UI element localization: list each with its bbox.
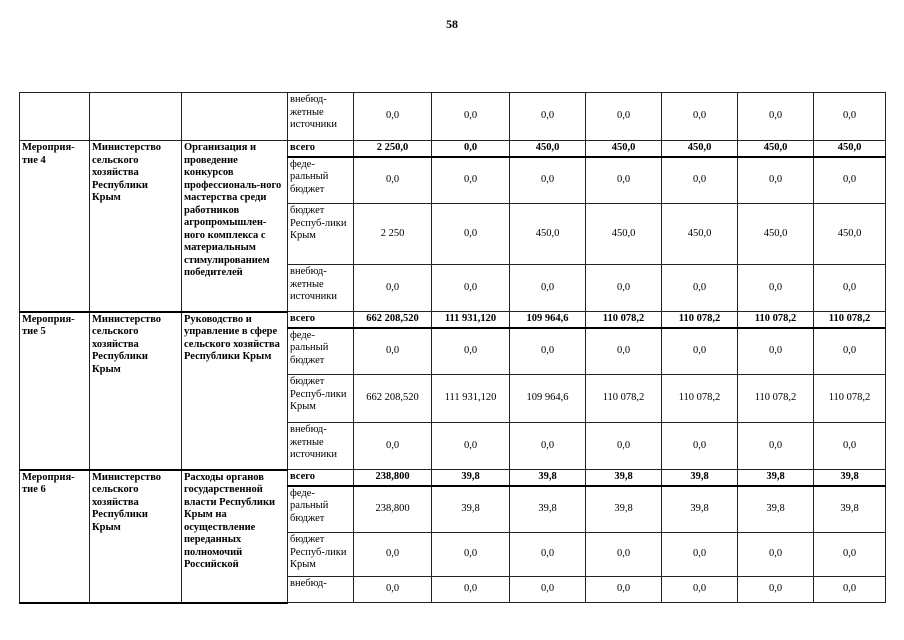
value-cell: 0,0 (432, 533, 510, 577)
value-cell: 0,0 (814, 157, 886, 204)
value-cell: 110 078,2 (662, 375, 738, 423)
value-cell: 39,8 (510, 470, 586, 486)
total-row (20, 470, 886, 486)
value-cell: 0,0 (814, 577, 886, 603)
value-cell: 39,8 (586, 486, 662, 533)
value-cell: 0,0 (662, 577, 738, 603)
measure-name-cell (20, 93, 90, 141)
value-cell: 39,8 (814, 486, 886, 533)
value-cell: 39,8 (432, 486, 510, 533)
value-cell: 0,0 (432, 423, 510, 470)
value-cell: 450,0 (510, 141, 586, 157)
value-cell: 0,0 (662, 533, 738, 577)
value-cell: 0,0 (510, 577, 586, 603)
value-cell: 0,0 (814, 423, 886, 470)
value-cell: 450,0 (662, 141, 738, 157)
value-cell: 0,0 (586, 533, 662, 577)
value-cell: 110 078,2 (586, 375, 662, 423)
value-cell: 0,0 (662, 157, 738, 204)
funding-source-cell: бюджет Респуб-лики Крым (288, 375, 354, 423)
value-cell: 450,0 (662, 204, 738, 265)
value-cell: 662 208,520 (354, 375, 432, 423)
value-cell: 0,0 (814, 328, 886, 375)
value-cell: 110 078,2 (738, 312, 814, 328)
funding-source-cell: феде-ральный бюджет (288, 328, 354, 375)
value-cell: 0,0 (814, 93, 886, 141)
value-cell: 0,0 (662, 328, 738, 375)
funding-source-cell: внебюд-жетные источники (288, 93, 354, 141)
value-cell: 0,0 (354, 265, 432, 312)
value-cell: 0,0 (432, 204, 510, 265)
executor-cell: Министерство сельского хозяйства Республики Крым (90, 470, 182, 603)
executor-cell: Министерство сельского хозяйства Республики Крым (90, 312, 182, 470)
value-cell: 0,0 (510, 328, 586, 375)
value-cell: 2 250 (354, 204, 432, 265)
description-cell: Организация и проведение конкурсов профессиональ-ного мастерства среди работников агропромышлен-ного комплекса с материальным стимулированием победителей (182, 141, 288, 312)
value-cell: 110 078,2 (814, 375, 886, 423)
value-cell: 0,0 (586, 577, 662, 603)
value-cell: 0,0 (354, 423, 432, 470)
funding-source-cell: феде-ральный бюджет (288, 157, 354, 204)
funding-source-cell: всего (288, 470, 354, 486)
value-cell: 450,0 (814, 141, 886, 157)
value-cell: 39,8 (738, 470, 814, 486)
funding-source-cell: внебюд-жетные источники (288, 265, 354, 312)
value-cell: 0,0 (738, 328, 814, 375)
value-cell: 450,0 (586, 141, 662, 157)
value-cell: 0,0 (662, 265, 738, 312)
value-cell: 0,0 (738, 265, 814, 312)
value-cell: 0,0 (432, 577, 510, 603)
total-row (20, 141, 886, 157)
value-cell: 0,0 (738, 577, 814, 603)
executor-cell (90, 93, 182, 141)
value-cell: 111 931,120 (432, 312, 510, 328)
value-cell: 0,0 (814, 533, 886, 577)
funding-source-cell: феде-ральный бюджет (288, 486, 354, 533)
value-cell: 0,0 (354, 533, 432, 577)
value-cell: 0,0 (354, 328, 432, 375)
value-cell: 0,0 (510, 157, 586, 204)
description-cell: Руководство и управление в сфере сельского хозяйства Республики Крым (182, 312, 288, 470)
measure-name-cell: Мероприя-тие 5 (20, 312, 90, 470)
value-cell: 450,0 (738, 141, 814, 157)
value-cell: 0,0 (662, 93, 738, 141)
value-cell: 39,8 (738, 486, 814, 533)
value-cell: 0,0 (354, 577, 432, 603)
funding-source-cell: всего (288, 312, 354, 328)
value-cell: 238,800 (354, 486, 432, 533)
value-cell: 0,0 (814, 265, 886, 312)
value-cell: 450,0 (738, 204, 814, 265)
value-cell: 0,0 (432, 328, 510, 375)
value-cell: 0,0 (354, 157, 432, 204)
funding-source-cell: внебюд- (288, 577, 354, 603)
value-cell: 110 078,2 (738, 375, 814, 423)
value-cell: 39,8 (432, 470, 510, 486)
executor-cell: Министерство сельского хозяйства Республики Крым (90, 141, 182, 312)
budget-table (19, 92, 886, 604)
value-cell: 0,0 (432, 93, 510, 141)
value-cell: 450,0 (586, 204, 662, 265)
funding-source-cell: бюджет Респуб-лики Крым (288, 204, 354, 265)
value-cell: 110 078,2 (586, 312, 662, 328)
value-cell: 0,0 (586, 265, 662, 312)
value-cell: 0,0 (662, 423, 738, 470)
value-cell: 109 964,6 (510, 312, 586, 328)
value-cell: 110 078,2 (814, 312, 886, 328)
description-cell (182, 93, 288, 141)
value-cell: 0,0 (738, 93, 814, 141)
value-cell: 0,0 (432, 265, 510, 312)
value-cell: 0,0 (586, 328, 662, 375)
description-cell: Расходы органов государственной власти Республики Крым на осуществление переданных полномочий Российской (182, 470, 288, 603)
value-cell: 0,0 (738, 533, 814, 577)
total-row (20, 312, 886, 328)
value-cell: 238,800 (354, 470, 432, 486)
value-cell: 0,0 (510, 93, 586, 141)
funding-source-cell: всего (288, 141, 354, 157)
value-cell: 2 250,0 (354, 141, 432, 157)
funding-source-cell: внебюд-жетные источники (288, 423, 354, 470)
measure-name-cell: Мероприя-тие 4 (20, 141, 90, 312)
value-cell: 0,0 (586, 157, 662, 204)
value-cell: 39,8 (814, 470, 886, 486)
value-cell: 109 964,6 (510, 375, 586, 423)
value-cell: 0,0 (586, 93, 662, 141)
value-cell: 39,8 (586, 470, 662, 486)
measure-name-cell: Мероприя-тие 6 (20, 470, 90, 603)
table-body (20, 93, 886, 603)
value-cell: 450,0 (814, 204, 886, 265)
value-cell: 0,0 (738, 157, 814, 204)
value-cell: 0,0 (354, 93, 432, 141)
value-cell: 39,8 (662, 486, 738, 533)
value-cell: 662 208,520 (354, 312, 432, 328)
value-cell: 450,0 (510, 204, 586, 265)
funding-source-cell: бюджет Респуб-лики Крым (288, 533, 354, 577)
value-cell: 0,0 (432, 157, 510, 204)
value-cell: 0,0 (586, 423, 662, 470)
value-cell: 0,0 (510, 265, 586, 312)
page-number: 58 (446, 17, 458, 31)
value-cell: 39,8 (662, 470, 738, 486)
value-cell: 39,8 (510, 486, 586, 533)
value-cell: 0,0 (510, 423, 586, 470)
value-cell: 0,0 (738, 423, 814, 470)
value-cell: 111 931,120 (432, 375, 510, 423)
value-cell: 0,0 (510, 533, 586, 577)
value-cell: 0,0 (432, 141, 510, 157)
table-row (20, 93, 886, 141)
value-cell: 110 078,2 (662, 312, 738, 328)
